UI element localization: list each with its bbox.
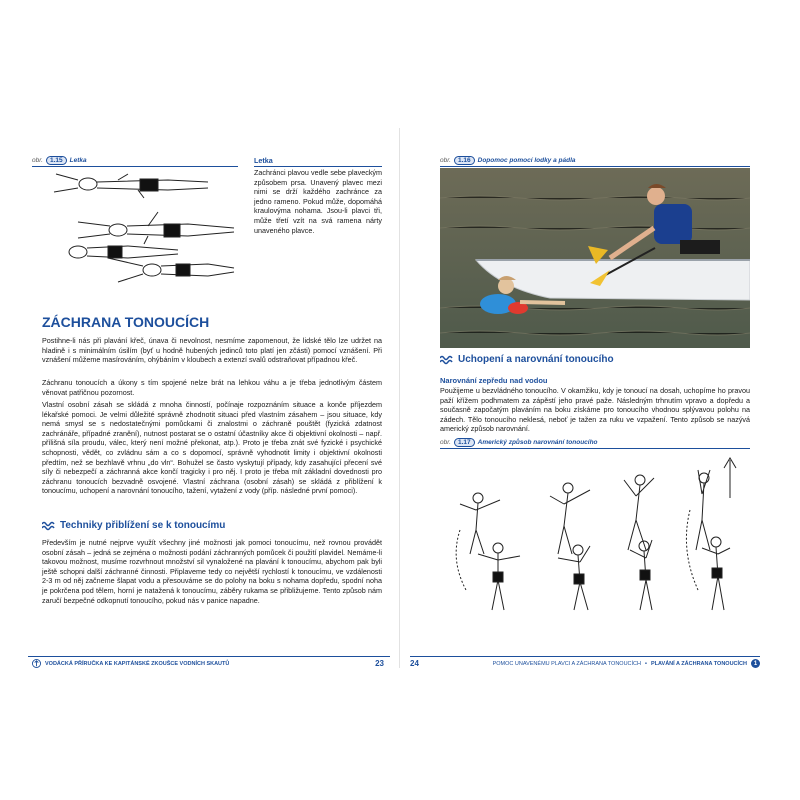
subsection-title: Techniky přiblížení se k tonoucímu	[42, 520, 225, 531]
figure-1-16-label: obr. 1.16 Dopomoc pomocí lodky a pádla	[440, 157, 576, 164]
paragraph: Především je nutné nejprve využít všechny jiné možnosti jak pomoci tonoucímu, než rovnou provádět osobní zásah – jedná se zejména o možnosti podání záchranných pomůcek či použití plavidel. Nemáme-li takovou možnost, musíme rozvrhnout množství sil vynaložené na plavání k tonoucímu, abychom pak byli ještě schopni další záchranné činnosti. Připlaveme tedy co největší rychlostí k tonoucímu, ve vzdálenosti 2-3 m od něj začneme šlapat vodu a přesouváme se do polohy na boku s nohama dopředu, spodní noha je pokrčena pod tělem, horní je natažená k tonoucímu, záběry rukama se přibližujeme. Tento způsob nám zaručí bezpečné odkopnutí tonoucího, pokud nás v panice napadne.	[42, 538, 382, 605]
footer: POMOC UNAVENÉMU PLAVCI A ZÁCHRANA TONOUCÍCH • PLAVÁNÍ A ZÁCHRANA TONOUCÍCH 1	[493, 659, 760, 668]
right-page	[410, 128, 770, 668]
paragraph: Postihne-li nás při plavání křeč, únava či nevolnost, nesmíme zapomenout, že lidské tělo lze udržet na hladině i s minimálním úsilím (byť u hodně hubených jedinců toto platí jen zčásti) pomocí vznášení. Při vznášení můžeme masírováním, ohýbáním v kloubech a extenzí svalů odstraňovat případnou křeč.	[42, 336, 382, 365]
caption-text: Zachránci plavou vedle sebe plaveckým způsobem prsa. Unavený plavec mezi nimi se drží každého zachránce za jedno rameno. Pokud může, dopomáhá kraulovýma nohama. Jsou-li plavci tři, může třetí vzít na svá ramena nárty unaveného plavce.	[254, 168, 382, 235]
caption-heading: Letka	[254, 156, 273, 165]
paragraph: Vlastní osobní zásah se skládá z mnoha činností, počínaje rozpoznáním situace a konče příjezdem lékařské pomoci. Je velmi důležité správně zhodnotit situaci před vlastním zásahem – jsou situace, kdy nemá smysl se s nedostatečnými pomůckami či znalostmi o záchraně pouštět (fyzická zdatnost zachránáře, případné zranění), nutnost postarat se o ostatní účastníky akce či objektivní okolnosti – např. přílišná síla proudu, válec, který není možné překonat, atp.). Proto je třeba znát své fyzické i psychické schopnosti, vědět, co zvládnu sám a co s dopomocí, správně vyhodnotit limity i objektivní okolnosti předtím, než se bezhlavě vrhnu „do vln“. Bohužel se často vyskytují případy, kdy zasahující přecení své síly či nebezpečí a záchranná akce končí tragicky i pro něj. I proto je třeba mít základní dovednosti pro záchranu tonoucích bezvadně osvojené. Vlastní záchrana (osobní zásah) se skládá z přiblížení k tonoucímu, uchopení a narovnání tonoucího, tažení, vytažení z vody (příp. následné první pomoci).	[42, 400, 382, 496]
page-number: 24	[410, 659, 419, 668]
figure-rule	[32, 166, 238, 167]
chapter-badge: 1	[751, 659, 760, 668]
waves-icon	[440, 355, 454, 365]
paragraph: Záchranu tonoucích a úkony s tím spojené nelze brát na lehkou váhu a je třeba jednotlivým částem věnovat patřičnou pozornost.	[42, 378, 382, 397]
page-gutter	[399, 128, 400, 668]
letka-illustration	[48, 172, 238, 290]
section-title: ZÁCHRANA TONOUCÍCH	[42, 314, 210, 330]
minor-heading: Narovnání zepředu nad vodou	[440, 376, 548, 385]
footer-rule	[410, 656, 760, 657]
figure-1-15-label: obr. 1.15 Letka	[32, 157, 87, 164]
caption-rule	[254, 166, 382, 167]
subsection-title: Uchopení a narovnání tonoucího	[440, 354, 614, 365]
page-number: 23	[375, 659, 384, 668]
paragraph: Použijeme u bezvládného tonoucího. V okamžiku, kdy je tonoucí na dosah, uchopíme ho pravou paží křížem podhmatem za zápěstí jeho pravé paže. Následným trhnutím vpravo a dopředu a současně započatým plaváním na boku získáme pro tonoucího vhodnou splývavou polohu na zádech. Tělo tonoucího neklesá, neboť je tažen za ruku ve vzpažení. Tento způsob se nazývá americký způsob narovnání.	[440, 386, 750, 434]
figure-1-17-label: obr. 1.17 Americký způsob narovnání tonoucího	[440, 439, 598, 446]
footer-rule	[28, 656, 390, 657]
boat-rescue-photo	[440, 168, 750, 348]
figure-rule	[440, 448, 750, 449]
scout-emblem-icon	[32, 659, 41, 668]
figure-rule	[440, 166, 750, 167]
left-page	[28, 128, 390, 668]
waves-icon	[42, 521, 56, 531]
american-method-illustration	[440, 450, 750, 620]
footer: VODÁCKÁ PŘÍRUČKA KE KAPITÁNSKÉ ZKOUŠCE VODNÍCH SKAUTŮ	[32, 659, 229, 668]
